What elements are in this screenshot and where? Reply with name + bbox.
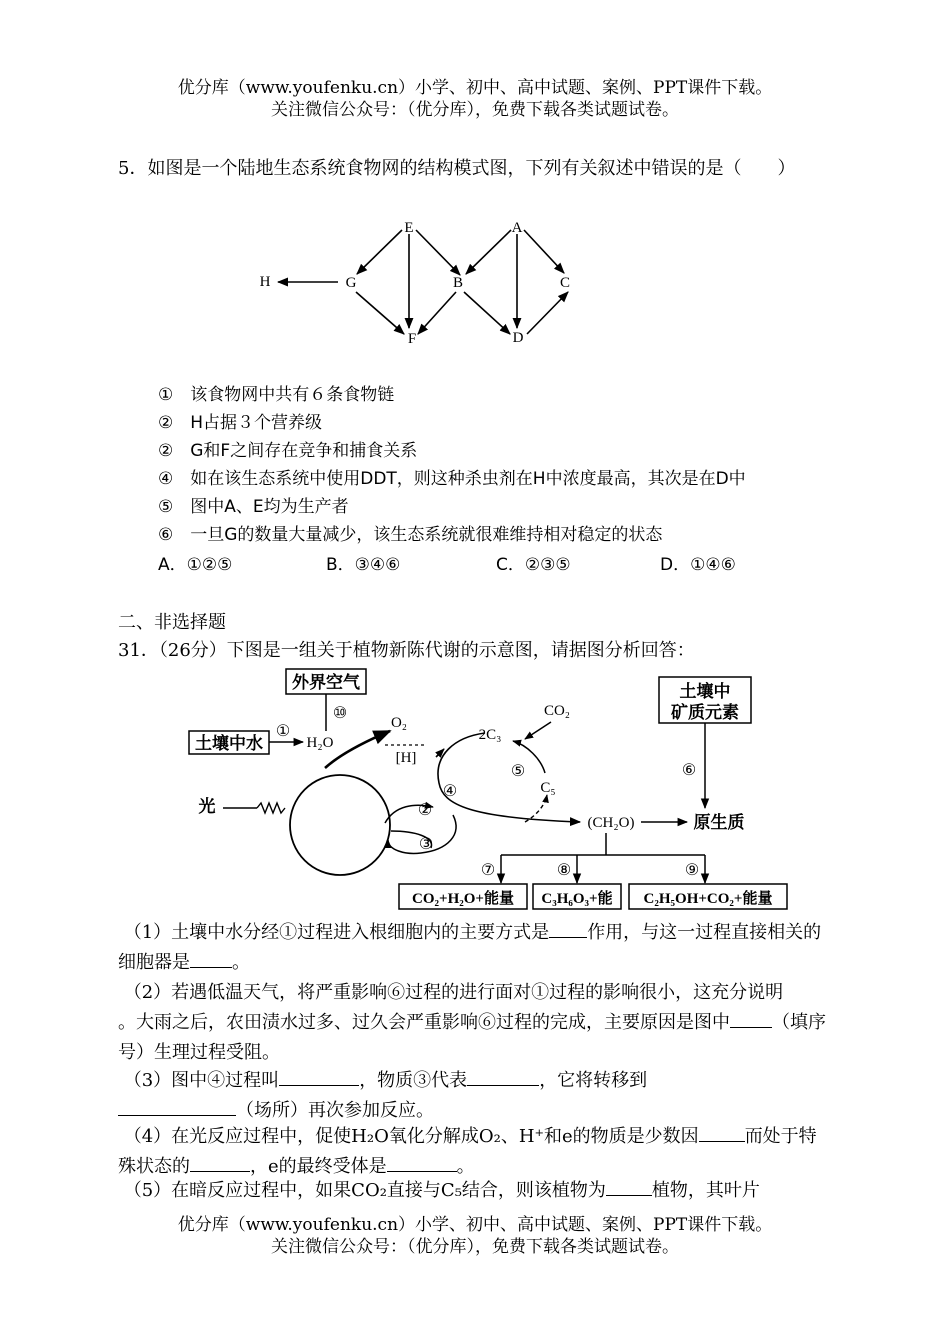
header-line-2: 关注微信公众号：（优分库），免费下载各类试题试卷。 <box>271 100 679 120</box>
soil-water-label: 土壤中水 <box>195 734 263 753</box>
part4-text-b: 而处于特 <box>744 1126 817 1147</box>
q5-statement-3: ② G和F之间存在竞争和捕食关系 <box>158 441 418 461</box>
q5-option-a: A．①②⑤ <box>158 555 233 575</box>
arrow-b-f <box>418 292 456 334</box>
q31-part-4 <box>118 1122 878 1182</box>
arrow-e-b <box>416 230 460 275</box>
part2-text-b: 。大雨之后，农田渍水过多、过久会严重影响⑥过程的完成，主要原因是图中 <box>118 1012 730 1033</box>
blank-4b[interactable] <box>190 1153 250 1172</box>
node-b: B <box>452 275 464 291</box>
blank-3b[interactable] <box>467 1067 539 1086</box>
q5-stem: 5．如图是一个陆地生态系统食物网的结构模式图，下列有关叙述中错误的是（ ） <box>118 158 796 179</box>
q5-statement-6: ⑥ 一旦G的数量大量减少，该生态系统就很难维持相对稳定的状态 <box>158 525 663 545</box>
label-protoplasm: 原生质 <box>693 813 745 832</box>
part2-text-c: （填序 <box>772 1012 826 1033</box>
part5-text-a: （5）在暗反应过程中，如果CO₂直接与C₅结合，则该植物为 <box>123 1180 606 1201</box>
part3-text-c: ，它将转移到 <box>539 1070 648 1091</box>
part1-text-b: 作用，与这一过程直接相关的 <box>587 922 822 943</box>
outside-air-label: 外界空气 <box>292 673 360 692</box>
part1-text-a: （1）土壤中水分经①过程进入根细胞内的主要方式是 <box>123 922 550 943</box>
blank-3c[interactable] <box>118 1097 236 1116</box>
q5-statement-2: ② H占据３个营养级 <box>158 413 323 433</box>
node-a: A <box>511 220 523 236</box>
label-ch2o: (CH₂O) <box>587 815 635 831</box>
section-title: 二、非选择题 <box>118 612 226 633</box>
q5-option-d: D．①④⑥ <box>660 555 736 575</box>
product-7-label: CO₂+H₂O+能量 <box>412 891 514 907</box>
arrow-b-d <box>464 292 510 334</box>
part2-text-a: （2）若遇低温天气，将严重影响⑥过程的进行面对①过程的影响很小，这充分说明 <box>123 982 784 1003</box>
node-e: E <box>404 220 414 236</box>
label-c5: C₅ <box>540 780 556 796</box>
node-c: C <box>559 275 571 291</box>
label-n3: ③ <box>418 836 434 853</box>
blank-5[interactable] <box>606 1177 652 1196</box>
node-d: D <box>512 330 524 346</box>
part4-text-d: ，e的最终受体是 <box>250 1156 387 1177</box>
arrow-co2-c3 <box>525 722 551 739</box>
blank-1b[interactable] <box>190 949 232 968</box>
product-9-label: C₂H₅OH+CO₂+能量 <box>643 891 773 907</box>
part3-text-b: ，物质③代表 <box>359 1070 468 1091</box>
q31-part-2 <box>118 978 878 1068</box>
arrow-a-b <box>466 230 511 274</box>
q31-part-5 <box>118 1176 878 1206</box>
arrow-g-f <box>356 292 404 334</box>
label-h: [H] <box>395 750 417 766</box>
part3-text-d: （场所）再次参加反应。 <box>236 1100 434 1121</box>
calvin-arc-main <box>438 733 580 822</box>
q5-statement-5: ⑤ 图中A、E均为生产者 <box>158 497 349 517</box>
q31-part-3 <box>118 1066 878 1126</box>
part3-text-a: （3）图中④过程叫 <box>123 1070 280 1091</box>
part1-text-c: 细胞器是 <box>118 952 190 973</box>
label-h2o: H₂O <box>306 735 334 751</box>
blank-4a[interactable] <box>699 1123 745 1142</box>
blank-1a[interactable] <box>549 919 587 938</box>
product-8-label: C₃H₆O₃+能 <box>541 891 613 907</box>
label-n9: ⑨ <box>684 862 700 879</box>
part5-text-b: 植物，其叶片 <box>651 1180 760 1201</box>
q5-option-b: B．③④⑥ <box>326 555 401 575</box>
part4-text-e: 。 <box>456 1156 475 1177</box>
label-co2: CO₂ <box>543 703 571 719</box>
blank-3a[interactable] <box>279 1067 359 1086</box>
label-n8: ⑧ <box>556 862 572 879</box>
calvin-dashed <box>525 795 547 822</box>
label-c3: 2C₃ <box>478 727 502 743</box>
arrow-h2o-o2 <box>325 731 390 768</box>
label-o2: O₂ <box>390 715 408 731</box>
part4-text-a: （4）在光反应过程中，促使H₂O氧化分解成O₂、H⁺和e的物质是少数因 <box>123 1126 699 1147</box>
food-web-diagram <box>240 210 600 350</box>
blank-4c[interactable] <box>387 1153 457 1172</box>
label-n10: ⑩ <box>332 705 348 722</box>
label-n7: ⑦ <box>480 862 496 879</box>
label-n5: ⑤ <box>510 763 526 780</box>
node-g: G <box>345 275 357 291</box>
label-n6: ⑥ <box>681 762 697 779</box>
soil-minerals-line-1: 土壤中 <box>679 682 731 701</box>
label-n2: ② <box>417 802 433 819</box>
metabolism-diagram <box>185 665 805 915</box>
arrow-d-c <box>527 292 568 334</box>
arrow-e-g <box>357 230 402 274</box>
q5-statement-1: ① 该食物网中共有６条食物链 <box>158 385 395 405</box>
q5-option-c: C．②③⑤ <box>496 555 571 575</box>
part2-text-d: 号）生理过程受阻。 <box>118 1042 280 1063</box>
arrow-a-c <box>524 230 564 273</box>
node-h: H <box>259 274 271 290</box>
q31-part-1 <box>118 918 878 978</box>
label-n4: ④ <box>442 783 458 800</box>
part1-text-d: 。 <box>232 952 250 973</box>
footer-line-1: 优分库（www.youfenku.cn）小学、初中、高中试题、案例、PPT课件下载。 <box>177 1215 773 1235</box>
node-f: F <box>407 331 417 347</box>
footer-line-2: 关注微信公众号：（优分库），免费下载各类试题试卷。 <box>271 1237 679 1257</box>
light-label: 光 <box>198 797 216 816</box>
soil-minerals-line-2: 矿质元素 <box>671 703 739 722</box>
q5-statement-4: ④ 如在该生态系统中使用DDT，则这种杀虫剂在H中浓度最高，其次是在D中 <box>158 469 746 489</box>
light-zigzag <box>257 803 285 813</box>
header-line-1: 优分库（www.youfenku.cn）小学、初中、高中试题、案例、PPT课件下载。 <box>177 78 773 98</box>
part4-text-c: 殊状态的 <box>118 1156 190 1177</box>
label-n1: ① <box>275 723 291 740</box>
q31-stem: 31．（26分）下图是一组关于植物新陈代谢的示意图，请据图分析回答： <box>118 640 695 661</box>
chloroplast-circle <box>290 775 390 875</box>
blank-2[interactable] <box>730 1009 772 1028</box>
